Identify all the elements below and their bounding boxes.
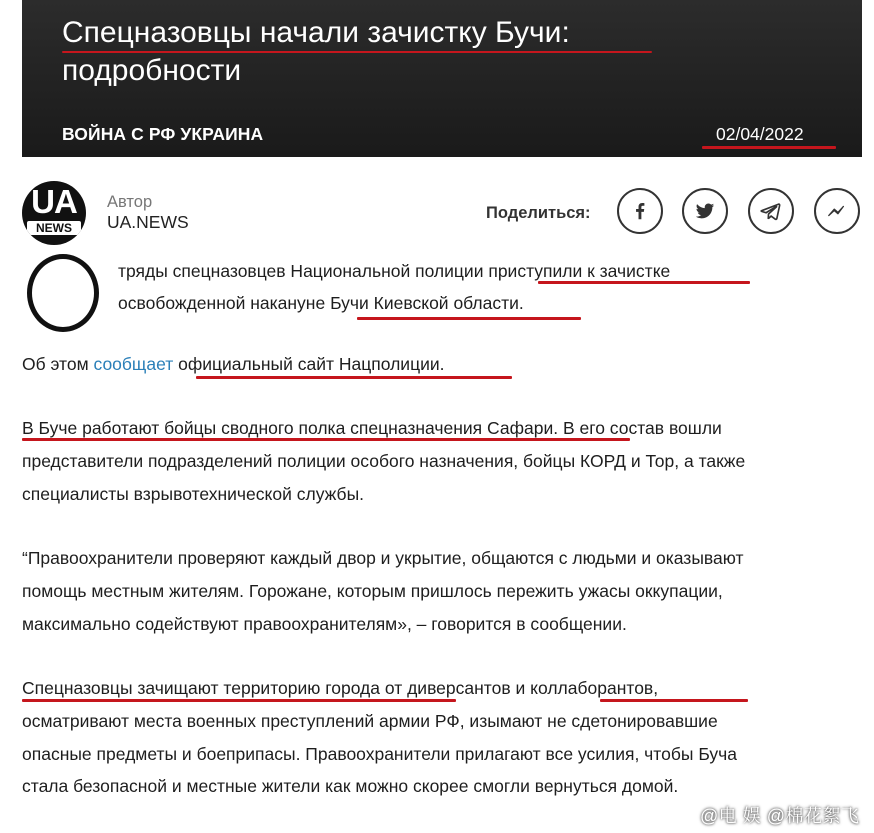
- share-label: Поделиться:: [486, 204, 591, 222]
- paragraph-3-line-2: представители подразделений полиции особого назначения, бойцы КОРД и Тор, а также: [22, 451, 746, 471]
- paragraph-2-text: официальный сайт Нацполиции.: [173, 354, 445, 374]
- ua-news-logo[interactable]: [22, 181, 86, 245]
- underline-mark: [600, 699, 748, 702]
- paragraph-4-line-3: максимально содействуют правоохранителям», – говорится в сообщении.: [22, 614, 627, 634]
- underline-mark: [22, 438, 630, 441]
- title-line-1: Спецназовцы начали зачистку Бучи:: [62, 16, 570, 49]
- paragraph-3-line-1: В Буче работают бойцы сводного полка спецназначения Сафари. В его состав вошли: [22, 418, 722, 438]
- twitter-icon: [694, 200, 716, 222]
- paragraph-5-line-3: опасные предметы и боеприпасы. Правоохранители прилагают все усилия, чтобы Буча: [22, 744, 738, 764]
- dropcap-letter-o: [27, 254, 99, 332]
- paragraph-1-line-2: освобожденной накануне Бучи Киевской области.: [118, 293, 524, 313]
- paragraph-5-line-4: стала безопасной и местные жители как можно скорее смогли вернуться домой.: [22, 776, 679, 796]
- paragraph-4-line-2: помощь местным жителям. Горожане, которым пришлось пережить ужасы оккупации,: [22, 581, 723, 601]
- facebook-icon: [629, 200, 651, 222]
- paragraph-2-text: Об этом: [22, 354, 94, 374]
- messenger-icon: [826, 200, 848, 222]
- paragraph-4-line-1: “Правоохранители проверяют каждый двор и укрытие, общаются с людьми и оказывают: [22, 548, 744, 568]
- paragraph-1-line-1: тряды спецназовцев Национальной полиции приступили к зачистке: [118, 261, 671, 281]
- share-twitter-button[interactable]: [682, 188, 728, 234]
- underline-mark: [357, 317, 581, 320]
- underline-mark: [22, 699, 456, 702]
- paragraph-3-line-3: специалисты взрывотехнической службы.: [22, 484, 365, 504]
- telegram-icon: [760, 200, 782, 222]
- category-link[interactable]: ВОЙНА С РФ УКРАИНА: [62, 124, 264, 144]
- underline-mark: [196, 376, 512, 379]
- paragraph-5-line-2: осматривают места военных преступлений армии РФ, изымают не сдетонировавшие: [22, 711, 718, 731]
- share-facebook-button[interactable]: [617, 188, 663, 234]
- author-name[interactable]: UA.NEWS: [107, 212, 189, 232]
- paragraph-5-line-1: Спецназовцы зачищают территорию города от диверсантов и коллаборантов,: [22, 678, 659, 698]
- share-telegram-button[interactable]: [748, 188, 794, 234]
- date-underline-mark: [702, 146, 836, 149]
- logo-text-news: NEWS: [27, 221, 81, 235]
- share-messenger-button[interactable]: [814, 188, 860, 234]
- underline-mark: [538, 281, 750, 284]
- publish-date: 02/04/2022: [716, 124, 804, 144]
- title-line-2: подробности: [62, 54, 242, 87]
- author-label: Автор: [107, 193, 153, 211]
- source-link[interactable]: сообщает: [93, 354, 174, 374]
- watermark: @电 娱 @棉花絮飞: [700, 806, 860, 826]
- logo-text-ua: UA: [31, 183, 77, 220]
- title-underline-mark: [62, 51, 652, 53]
